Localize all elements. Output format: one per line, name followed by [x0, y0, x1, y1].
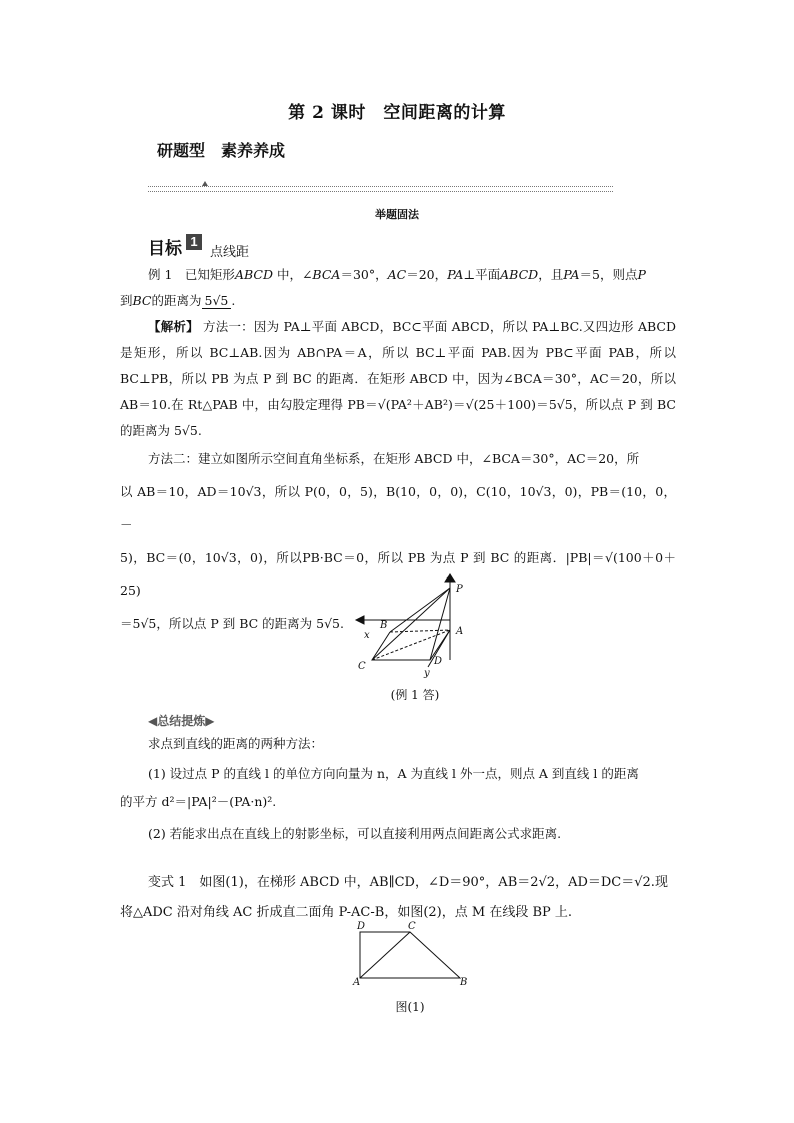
label-C: C	[358, 661, 366, 672]
summary-label: ◀总结提炼▶	[148, 714, 215, 728]
label-B: B	[380, 620, 388, 631]
example1-analysis-method1: 【解析】 方法一：因为 PA⊥平面 ABCD，BC⊂平面 ABCD，所以 PA⊥BC.又四边形 ABCD 是矩形，所以 BC⊥AB.因为 AB∩PA＝A，所以 BC⊥平面 PAB.因为 PB⊂平面 PAB，所以 BC⊥PB，所以 PB 为点 P 到 BC 的距离．在矩形 ABCD 中，因为∠BCA＝30°，AC＝20，所以 AB＝10.在 Rt△PAB 中，由勾股定理得 PB＝√(PA²＋AB²)＝√(25＋100)＝5√5，所以点 P 到 BC 的距离为 5√5.	[120, 319, 676, 438]
summary-block: 求点到直线的距离的两种方法： (1) 设过点 P 的直线 l 的单位方向向量为 n，A 为直线 l 外一点，则点 A 到直线 l 的距离 的平方 d²＝|PA|²－(PA·n)². (2) 若能求出点在直线上的射影坐标，可以直接利用两点间距离公式求距离.	[120, 732, 676, 846]
target-label: 目标	[148, 239, 182, 259]
edge-BA	[390, 630, 450, 632]
example1-figure-caption: (例 1 答)	[390, 688, 440, 702]
page-title: 第 2 课时 空间距离的计算	[288, 103, 506, 123]
variant1-figure	[350, 918, 480, 994]
label-D: D	[434, 656, 443, 667]
example1-figure	[350, 572, 480, 682]
diagonal-AC	[360, 932, 410, 978]
example1-analysis-method2: 方法二：建立如图所示空间直角坐标系，在矩形 ABCD 中，∠BCA＝30°，AC＝20，所 以 AB＝10，AD＝10√3，所以 P(0，0，5)，B(10，0，0)，C(10，10√3，0)，PB＝(10，0，－ 5)，BC＝(0，10√3，0)，所以PB·BC＝0，所以 PB 为点 P 到 BC 的距离．|PB|＝√(100＋0＋25) ＝5√5，所以点 P 到 BC 的距离为 5√5.	[120, 451, 676, 631]
label-D: D	[357, 921, 366, 932]
example1-answer: 5√5	[202, 293, 232, 309]
label-y: y	[424, 668, 430, 679]
summary-heading: 求点到直线的距离的两种方法：	[148, 736, 324, 751]
label-P: P	[456, 584, 463, 595]
x-axis-arrow	[356, 616, 364, 624]
edge-PB	[390, 588, 450, 632]
divider-marker	[202, 181, 208, 186]
label-A: A	[353, 977, 361, 988]
label-A: A	[456, 626, 464, 637]
edge-PD	[430, 588, 450, 660]
label-x: x	[364, 630, 370, 641]
variant1-block: 变式 1 如图(1)，在梯形 ABCD 中，AB∥CD，∠D＝90°，AB＝2√2，AD＝DC＝√2.现 将△ADC 沿对角线 AC 折成直二面角 P-AC-B，如图(2)，点 M 在线段 BP 上.	[120, 875, 668, 920]
divider	[148, 186, 613, 192]
example1-prefix: 例 1 已知矩形	[148, 267, 235, 282]
section-subtitle: 研题型 素养养成	[157, 141, 286, 160]
label-C: C	[408, 921, 416, 932]
label-z: z	[446, 574, 452, 585]
target-topic: 点线距	[210, 245, 250, 260]
section-heading: 举题固法	[375, 208, 419, 221]
trapezoid-ABCD	[360, 932, 460, 978]
example1-question: 例 1 已知矩形ABCD 中，∠BCA＝30°，AC＝20，PA⊥平面ABCD，且PA＝5，则点P 到BC的距离为 5√5 .	[120, 267, 646, 308]
label-B: B	[460, 977, 468, 988]
analysis-label: 【解析】	[148, 319, 199, 334]
variant1-figure-caption: 图(1)	[395, 1000, 425, 1014]
target-number-badge: 1	[186, 234, 202, 250]
